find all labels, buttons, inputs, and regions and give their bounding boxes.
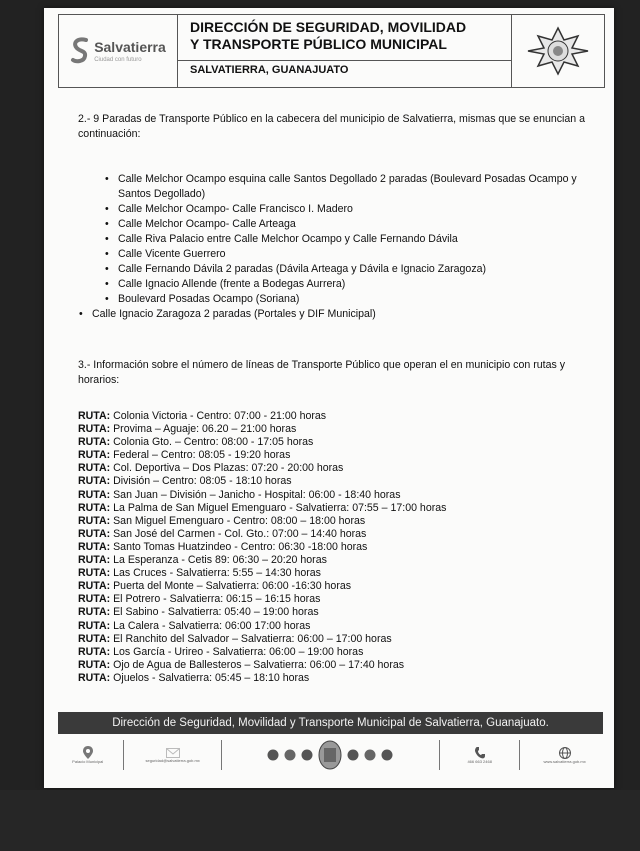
route-row: RUTA: Ojo de Agua de Ballesteros – Salvatierra: 06:00 – 17:40 horas bbox=[78, 658, 405, 671]
divider bbox=[221, 740, 222, 770]
route-row: RUTA: Colonia Gto. – Centro: 08:00 - 17:05 horas bbox=[78, 436, 314, 449]
list-item: • Calle Ignacio Zaragoza 2 paradas (Portales y DIF Municipal) bbox=[78, 307, 603, 322]
web-text: www.salvatierra.gob.mx bbox=[543, 758, 586, 764]
phone-icon bbox=[475, 747, 485, 759]
location-label: SALVATIERRA, GUANAJUATO bbox=[190, 64, 349, 76]
route-row: RUTA: La Calera - Salvatierra: 06:00 17:00 horas bbox=[78, 619, 311, 632]
route-row: RUTA: San José del Carmen - Col. Gto.: 07:00 – 14:40 horas bbox=[78, 527, 367, 540]
list-item: • Boulevard Posadas Ocampo (Soriana) bbox=[78, 292, 603, 307]
list-item: • Calle Riva Palacio entre Calle Melchor Ocampo y Calle Fernando Dávila bbox=[78, 232, 603, 247]
list-item: • Calle Fernando Dávila 2 paradas (Dávila Arteaga y Dávila e Ignacio Zaragoza) bbox=[78, 262, 603, 277]
title-line-2: Y TRANSPORTE PÚBLICO MUNICIPAL bbox=[190, 36, 447, 52]
route-row: RUTA: Los García - Urireo - Salvatierra: 06:00 – 19:00 horas bbox=[78, 645, 364, 658]
divider bbox=[123, 740, 124, 770]
address-text: Palacio Municipal bbox=[72, 759, 104, 764]
route-row: RUTA: Provima – Aguaje: 06.20 – 21:00 horas bbox=[78, 423, 297, 436]
route-row: RUTA: San Miguel Emenguaro - Centro: 08:00 – 18:00 horas bbox=[78, 514, 366, 527]
footer-email bbox=[130, 748, 214, 763]
route-row: RUTA: La Palma de San Miguel Emenguaro - Salvatierra: 07:55 – 17:00 horas bbox=[78, 501, 447, 514]
footer-phone bbox=[446, 747, 513, 764]
footer-contact-row bbox=[58, 736, 603, 774]
route-row: RUTA: El Potrero - Salvatierra: 06:15 – 16:15 horas bbox=[78, 593, 321, 606]
social-circle-icon bbox=[381, 749, 393, 761]
divider bbox=[519, 740, 520, 770]
list-item: • Calle Ignacio Allende (frente a Bodegas Aurrera) bbox=[78, 277, 603, 292]
logo-s-icon bbox=[70, 36, 90, 66]
bus-stops-list bbox=[78, 172, 603, 322]
route-row: RUTA: Ojuelos - Salvatierra: 05:45 – 18:10 horas bbox=[78, 671, 310, 684]
divider bbox=[439, 740, 440, 770]
document-body bbox=[78, 112, 603, 685]
globe-icon bbox=[559, 747, 571, 759]
route-row: RUTA: La Esperanza - Cetis 89: 06:30 – 20:20 horas bbox=[78, 554, 327, 567]
route-row: RUTA: El Ranchito del Salvador – Salvatierra: 06:00 – 17:00 horas bbox=[78, 632, 392, 645]
footer-address bbox=[58, 746, 117, 764]
email-icon bbox=[166, 748, 180, 758]
route-row: RUTA: Colonia Victoria - Centro: 07:00 - 21:00 horas bbox=[78, 410, 327, 422]
list-item: • Calle Melchor Ocampo esquina calle Santos Degollado 2 paradas (Boulevard Posadas Ocampo y Santos Degollado) bbox=[78, 172, 603, 202]
police-star-badge-icon bbox=[526, 26, 590, 76]
section-3-intro: 3.- Información sobre el número de líneas de Transporte Público que operan el en municipio con rutas y horarios: bbox=[78, 359, 566, 386]
phone-text: 466 663 2468 bbox=[467, 758, 492, 764]
social-circle-icon bbox=[364, 749, 376, 761]
section-2-intro: 2.- 9 Paradas de Transporte Público en la cabecera del municipio de Salvatierra, mismas que se enuncian a continuación: bbox=[78, 113, 586, 140]
list-item: • Calle Vicente Guerrero bbox=[78, 247, 603, 262]
title-line-1: DIRECCIÓN DE SEGURIDAD, MOVILIDAD bbox=[190, 19, 467, 35]
logo-name: Salvatierra bbox=[94, 39, 166, 55]
routes-list bbox=[78, 410, 603, 685]
logo-cell bbox=[59, 15, 178, 87]
route-row: RUTA: Santo Tomas Huatzindeo - Centro: 06:30 -18:00 horas bbox=[78, 540, 368, 553]
social-circle-icon bbox=[347, 749, 359, 761]
route-row: RUTA: San Juan – División – Janicho - Hospital: 06:00 - 18:40 horas bbox=[78, 488, 401, 501]
location-pin-icon bbox=[83, 746, 93, 759]
document-page bbox=[44, 8, 614, 788]
background-below-page bbox=[0, 790, 640, 851]
badge-cell bbox=[511, 15, 604, 87]
route-row: RUTA: Federal – Centro: 08:05 - 19:20 horas bbox=[78, 449, 291, 462]
salvatierra-logo bbox=[70, 36, 166, 66]
municipal-seal-icon bbox=[318, 740, 342, 770]
route-row: RUTA: División – Centro: 08:05 - 18:10 horas bbox=[78, 475, 292, 488]
title-cell bbox=[178, 15, 511, 87]
route-row: RUTA: Las Cruces - Salvatierra: 5:55 – 14:30 horas bbox=[78, 567, 321, 580]
footer-web bbox=[526, 747, 603, 764]
list-item: • Calle Melchor Ocampo- Calle Arteaga bbox=[78, 217, 603, 232]
social-circle-icon bbox=[284, 749, 296, 761]
social-icons bbox=[228, 740, 433, 770]
email-text: seguridad@salvatierra.gob.mx bbox=[145, 757, 200, 763]
social-circle-icon bbox=[301, 749, 313, 761]
logo-tagline: Ciudad con futuro bbox=[94, 57, 142, 63]
social-circle-icon bbox=[267, 749, 279, 761]
route-row: RUTA: Puerta del Monte – Salvatierra: 06:00 -16:30 horas bbox=[78, 580, 352, 593]
route-row: RUTA: El Sabino - Salvatierra: 05:40 – 19:00 horas bbox=[78, 606, 319, 619]
department-title bbox=[178, 15, 511, 61]
letterhead bbox=[58, 14, 605, 88]
route-row: RUTA: Col. Deportiva – Dos Plazas: 07:20 - 20:00 horas bbox=[78, 462, 344, 475]
footer-banner: Dirección de Seguridad, Movilidad y Transporte Municipal de Salvatierra, Guanajuato. bbox=[58, 712, 603, 734]
list-item: • Calle Melchor Ocampo- Calle Francisco I. Madero bbox=[78, 202, 603, 217]
